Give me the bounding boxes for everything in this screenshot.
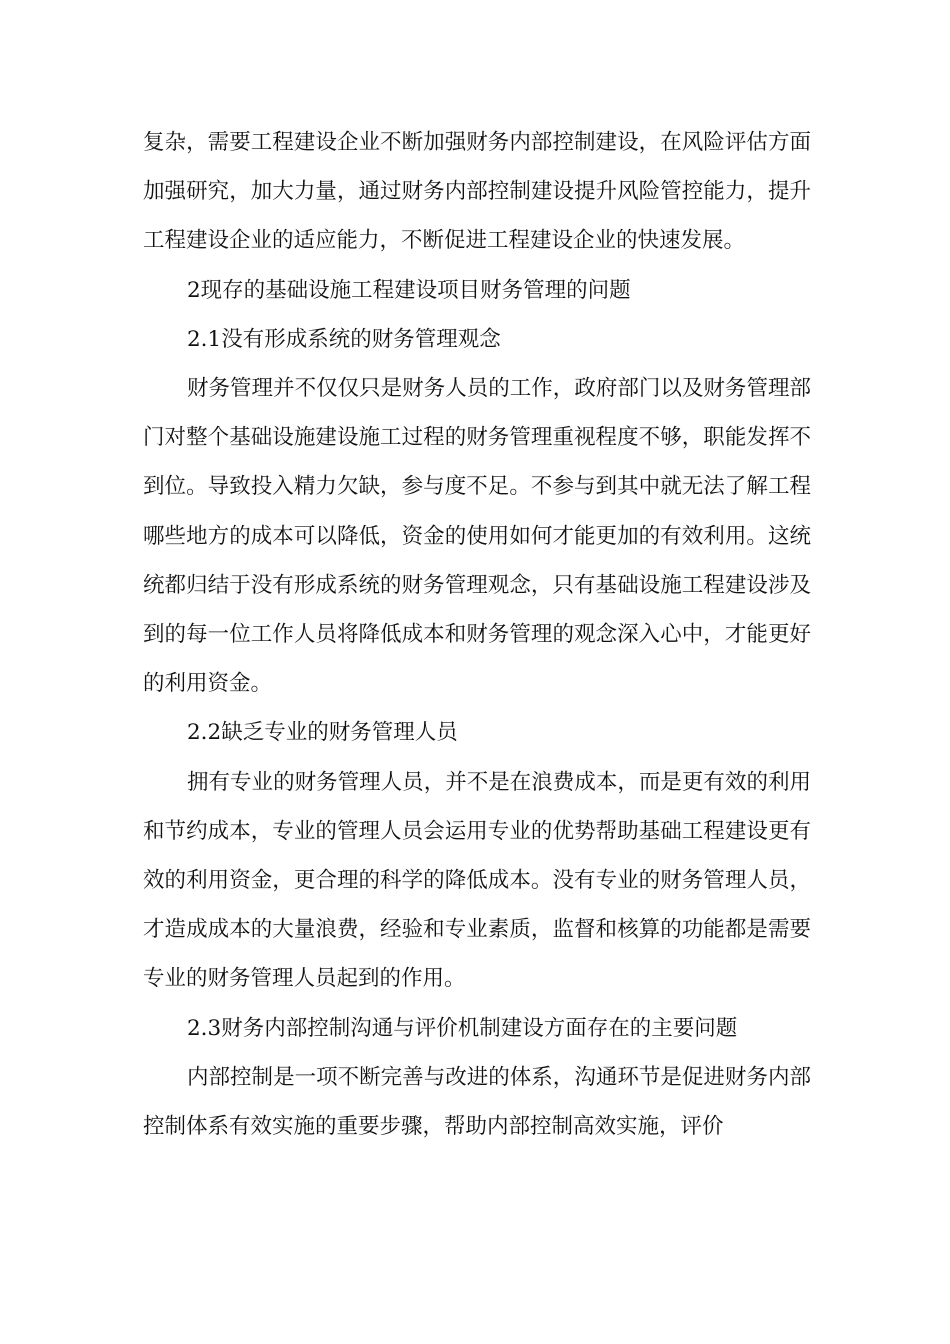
- section-heading-2: 2现存的基础设施工程建设项目财务管理的问题: [187, 277, 631, 303]
- subsection-heading-2-2: 2.2缺乏专业的财务管理人员: [187, 720, 458, 746]
- paragraph-2-3-body: 内部控制是一项不断完善与改进的体系，沟通环节是促进财务内部控制体系有效实施的重要步骤，帮助内部控制高效实施，评价: [143, 1064, 811, 1140]
- paragraph-continuation: 复杂，需要工程建设企业不断加强财务内部控制建设，在风险评估方面加强研究，加大力量，通过财务内部控制建设提升风险管控能力，提升工程建设企业的适应能力，不断促进工程建设企业的快速发展。: [143, 130, 811, 254]
- paragraph-2-2-body: 拥有专业的财务管理人员，并不是在浪费成本，而是更有效的利用和节约成本，专业的管理人员会运用专业的优势帮助基础工程建设更有效的利用资金，更合理的科学的降低成本。没有专业的财务管理人员，才造成成本的大量浪费，经验和专业素质，监督和核算的功能都是需要专业的财务管理人员起到的作用。: [143, 769, 811, 992]
- paragraph-2-1-body: 财务管理并不仅仅只是财务人员的工作，政府部门以及财务管理部门对整个基础设施建设施工过程的财务管理重视程度不够，职能发挥不到位。导致投入精力欠缺，参与度不足。不参与到其中就无法了解工程哪些地方的成本可以降低，资金的使用如何才能更加的有效利用。这统统都归结于没有形成系统的财务管理观念，只有基础设施工程建设涉及到的每一位工作人员将降低成本和财务管理的观念深入心中，才能更好的利用资金。: [143, 376, 811, 697]
- subsection-heading-2-1: 2.1没有形成系统的财务管理观念: [187, 326, 501, 352]
- subsection-heading-2-3: 2.3财务内部控制沟通与评价机制建设方面存在的主要问题: [187, 1015, 738, 1041]
- document-body: [143, 118, 811, 1151]
